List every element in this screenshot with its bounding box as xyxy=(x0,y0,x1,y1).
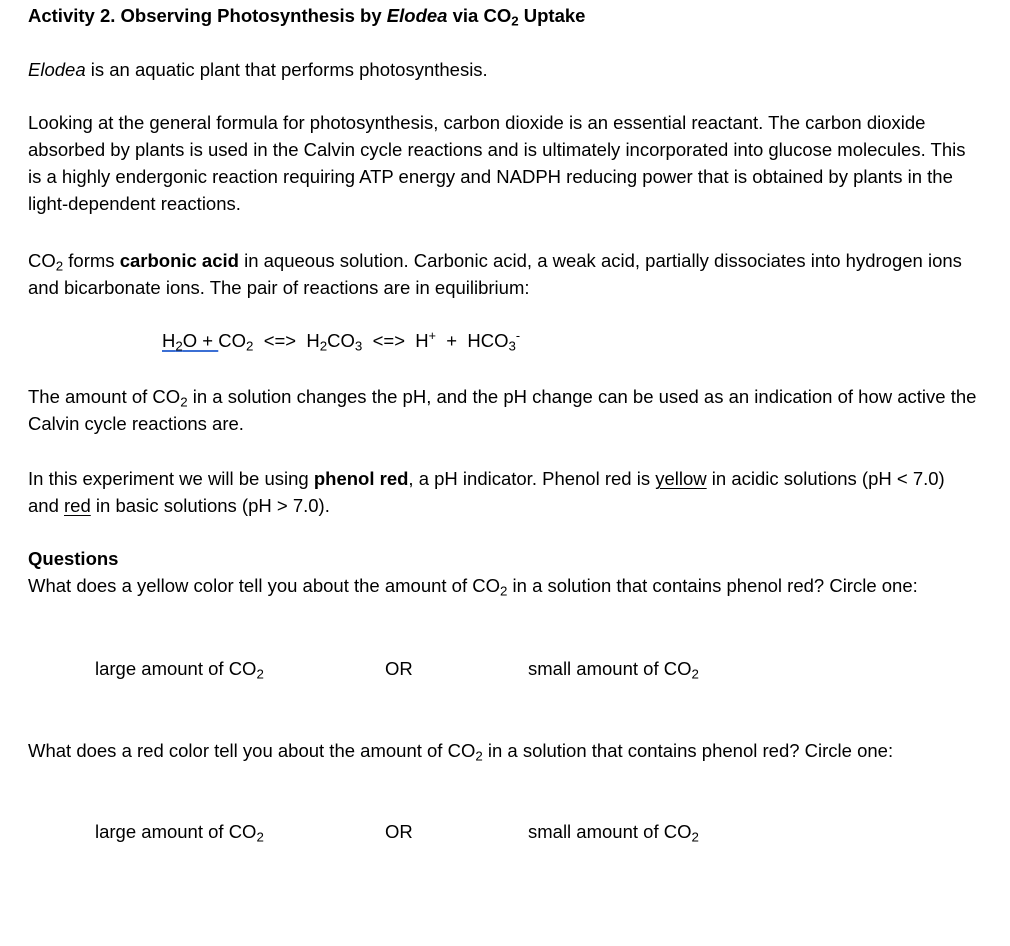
eq-h: H xyxy=(162,330,176,351)
para4-end: in basic solutions (pH > 7.0). xyxy=(90,495,330,516)
eq-arrow-1: <=> H xyxy=(253,330,320,351)
eq-arrow-2: <=> H xyxy=(362,330,429,351)
eq-plus-hco: + HCO xyxy=(436,330,509,351)
q1-large-subscript: 2 xyxy=(256,666,264,682)
question-2 xyxy=(28,737,978,764)
intro-elodea: Elodea xyxy=(28,59,86,80)
para2-rest: in aqueous solution. Carbonic acid, a weak acid, partially dissociates into hydrogen ions and bicarbonate ions. The pair of reactions are in equilibrium: xyxy=(28,250,962,298)
para2-subscript: 2 xyxy=(55,258,64,274)
red-term: red xyxy=(64,495,91,516)
phenol-red-term: phenol red xyxy=(313,468,409,489)
q1-choice-large-amount[interactable] xyxy=(95,655,264,682)
paragraph-phenol-red xyxy=(28,465,978,519)
eq-co2-subscript: 2 xyxy=(246,338,254,354)
para3-start: The amount of CO xyxy=(28,386,181,407)
q2-small-label: small amount of CO xyxy=(528,821,692,842)
q2-large-subscript: 2 xyxy=(256,829,264,845)
q2-choice-large-amount[interactable] xyxy=(95,818,264,845)
paragraph-photosynthesis-formula: Looking at the general formula for photosynthesis, carbon dioxide is an essential reactant. The carbon dioxide absorbed by plants is used in the Calvin cycle reactions and is ultimately incorporated into glucose molecules. This is a highly endergonic reaction requiring ATP energy and NADPH reducing power that is obtained by plants in the light-dependent reactions. xyxy=(28,112,966,214)
para4-mid2: in acidic solutions (pH < 7.0) and xyxy=(28,468,945,516)
intro-sentence xyxy=(28,56,978,83)
eq-h2co3-subscript: 2 xyxy=(319,338,328,354)
title-prefix: Activity 2. Observing Photosynthesis by xyxy=(28,5,387,26)
carbonic-acid-term: carbonic acid xyxy=(119,250,239,271)
q1-start: What does a yellow color tell you about the amount of CO xyxy=(28,575,501,596)
para4-start: In this experiment we will be using xyxy=(28,468,314,489)
title-elodea: Elodea xyxy=(386,5,448,26)
eq-co3-subscript: 3 xyxy=(354,338,363,354)
q1-rest: in a solution that contains phenol red? Circle one: xyxy=(507,575,918,596)
eq-co: CO xyxy=(218,330,247,351)
eq-h2o-subscript: 2 xyxy=(175,338,183,354)
q1-small-label: small amount of CO xyxy=(528,658,692,679)
q1-choice-small-amount[interactable] xyxy=(528,655,699,682)
q2-choice-small-amount[interactable] xyxy=(528,818,699,845)
question-1 xyxy=(28,572,978,599)
q1-small-subscript: 2 xyxy=(691,666,699,682)
q2-rest: in a solution that contains phenol red? Circle one: xyxy=(482,740,894,761)
intro-rest: is an aquatic plant that performs photosynthesis. xyxy=(85,59,488,80)
q2-small-subscript: 2 xyxy=(691,829,699,845)
equation-water-term xyxy=(162,330,219,354)
eq-co3: CO xyxy=(327,330,355,351)
equilibrium-equation xyxy=(162,327,1010,354)
para3-subscript: 2 xyxy=(180,394,188,410)
title-subscript: 2 xyxy=(511,13,519,29)
q2-start: What does a red color tell you about the amount of CO xyxy=(28,740,476,761)
para2-co: CO xyxy=(28,250,56,271)
q2-large-label: large amount of CO xyxy=(95,821,257,842)
title-mid: via CO xyxy=(447,5,512,26)
paragraph-carbonic-acid xyxy=(28,247,978,301)
eq-o-plus: O + xyxy=(182,330,219,351)
para4-mid: , a pH indicator. Phenol red is xyxy=(408,468,656,489)
eq-hco3-superscript: - xyxy=(515,329,521,344)
para2-forms: forms xyxy=(63,250,120,271)
q1-large-label: large amount of CO xyxy=(95,658,257,679)
eq-hco3-subscript: 3 xyxy=(508,338,516,354)
q1-or-separator: OR xyxy=(385,658,413,679)
yellow-term: yellow xyxy=(655,468,707,489)
activity-title xyxy=(28,2,978,29)
q2-subscript: 2 xyxy=(475,748,483,764)
q1-subscript: 2 xyxy=(500,583,508,599)
title-suffix: Uptake xyxy=(518,5,586,26)
questions-heading: Questions xyxy=(28,548,119,569)
paragraph-ph-change xyxy=(28,383,978,437)
para3-rest: in a solution changes the pH, and the pH change can be used as an indication of how active the Calvin cycle reactions are. xyxy=(28,386,977,434)
q2-or-separator: OR xyxy=(385,821,413,842)
eq-hplus-superscript: + xyxy=(428,329,437,344)
